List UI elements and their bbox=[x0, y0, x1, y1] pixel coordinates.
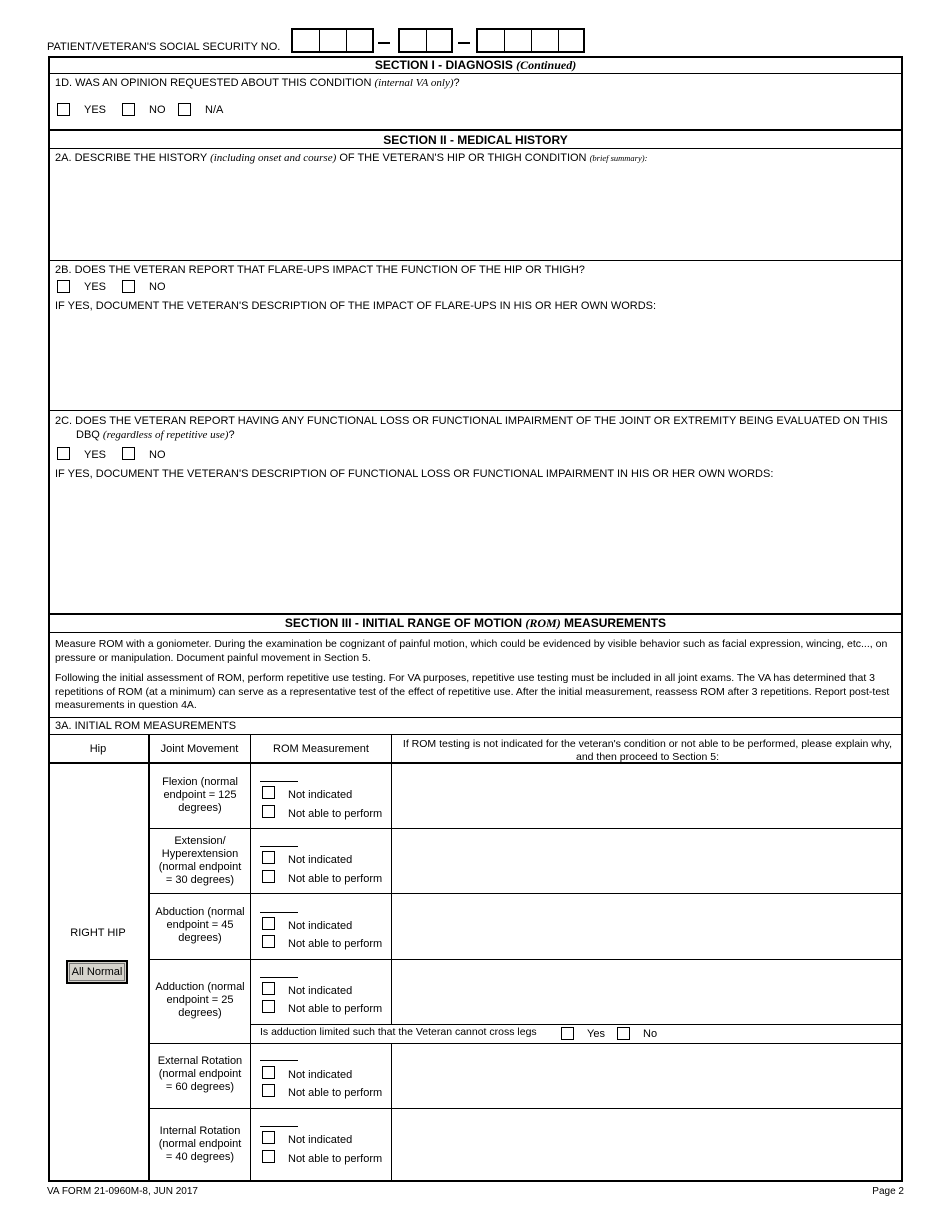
col-header-joint-movement: Joint Movement bbox=[160, 743, 239, 755]
q1d-yes-label: YES bbox=[84, 104, 107, 116]
ssn-part1-field[interactable] bbox=[291, 28, 374, 53]
external-rotation-not-indicated-checkbox[interactable] bbox=[262, 1066, 275, 1079]
cross-legs-yes-checkbox[interactable] bbox=[561, 1027, 574, 1040]
external-rotation-not-indicated-label: Not indicated bbox=[288, 1069, 353, 1081]
q2b-followup: IF YES, DOCUMENT THE VETERAN'S DESCRIPTION OF THE IMPACT OF FLARE-UPS IN HIS OR HER OWN WORDS: bbox=[55, 300, 657, 312]
adduction-not-able-label: Not able to perform bbox=[288, 1003, 383, 1015]
form-id: VA FORM 21-0960M-8, JUN 2017 bbox=[47, 1186, 198, 1197]
extension-not-indicated-label: Not indicated bbox=[288, 854, 353, 866]
rom-instructions-para1: Measure ROM with a goniometer. During the examination be cognizant of painful motion, which could be evidenced by visible behavior such as facial expression, wincing, etc..., on pressure or manipulation. Document painful movement in Section 5. bbox=[55, 638, 888, 664]
q1d-yes-checkbox[interactable] bbox=[57, 103, 70, 116]
q2c-no-label: NO bbox=[149, 449, 166, 461]
external-rotation-not-able-checkbox[interactable] bbox=[262, 1084, 275, 1097]
col-header-hip: Hip bbox=[89, 743, 107, 755]
ssn-label: PATIENT/VETERAN'S SOCIAL SECURITY NO. bbox=[47, 41, 281, 53]
q3a-label: 3A. INITIAL ROM MEASUREMENTS bbox=[55, 720, 237, 732]
internal-rotation-not-able-checkbox[interactable] bbox=[262, 1150, 275, 1163]
q1d-na-checkbox[interactable] bbox=[178, 103, 191, 116]
flexion-not-able-label: Not able to perform bbox=[288, 808, 383, 820]
flexion-explain-field[interactable] bbox=[393, 764, 901, 827]
q2b-yes-checkbox[interactable] bbox=[57, 280, 70, 293]
q1d-na-label: N/A bbox=[205, 104, 224, 116]
section2-title: SECTION II - MEDICAL HISTORY bbox=[383, 133, 568, 147]
internal-rotation-not-indicated-checkbox[interactable] bbox=[262, 1131, 275, 1144]
cross-legs-no-label: No bbox=[643, 1028, 658, 1040]
all-normal-button[interactable]: All Normal bbox=[66, 960, 128, 984]
col-header-explain: If ROM testing is not indicated for the veteran's condition or not able to be performed, please explain why, and then proceed to Section 5: bbox=[402, 738, 893, 763]
flexion-not-able-checkbox[interactable] bbox=[262, 805, 275, 818]
q2b-no-checkbox[interactable] bbox=[122, 280, 135, 293]
cross-legs-yes-label: Yes bbox=[587, 1028, 605, 1040]
q2b-answer-field[interactable] bbox=[55, 315, 895, 407]
col-header-rom-measurement: ROM Measurement bbox=[273, 743, 369, 755]
ssn-part2-field[interactable] bbox=[398, 28, 453, 53]
abduction-explain-field[interactable] bbox=[393, 895, 901, 958]
flexion-not-indicated-label: Not indicated bbox=[288, 789, 353, 801]
q2a-answer-field[interactable] bbox=[55, 166, 895, 258]
ssn-part3-field[interactable] bbox=[476, 28, 585, 53]
section3-title: SECTION III - INITIAL RANGE OF MOTION (ROM) MEASUREMENTS bbox=[284, 616, 667, 630]
q1d-no-label: NO bbox=[149, 104, 166, 116]
internal-rotation-not-indicated-label: Not indicated bbox=[288, 1134, 353, 1146]
adduction-not-indicated-checkbox[interactable] bbox=[262, 982, 275, 995]
abduction-not-able-label: Not able to perform bbox=[288, 938, 383, 950]
extension-explain-field[interactable] bbox=[393, 830, 901, 892]
abduction-not-indicated-label: Not indicated bbox=[288, 920, 353, 932]
rom-extension-input[interactable] bbox=[260, 846, 298, 847]
internal-rotation-explain-field[interactable] bbox=[393, 1110, 901, 1180]
movement-internal-rotation: Internal Rotation (normal endpoint = 40 degrees) bbox=[158, 1125, 242, 1163]
rom-internal-rotation-input[interactable] bbox=[260, 1126, 298, 1127]
q2c-followup: IF YES, DOCUMENT THE VETERAN'S DESCRIPTION OF FUNCTIONAL LOSS OR FUNCTIONAL IMPAIRMENT IN HIS OR HER OWN WORDS: bbox=[55, 468, 774, 480]
ssn-dash bbox=[458, 42, 470, 44]
rom-flexion-input[interactable] bbox=[260, 781, 298, 782]
adduction-explain-field[interactable] bbox=[393, 961, 901, 1023]
movement-extension: Extension/ Hyperextension (normal endpoint = 30 degrees) bbox=[158, 835, 242, 886]
extension-not-able-label: Not able to perform bbox=[288, 873, 383, 885]
q2c-yes-label: YES bbox=[84, 449, 107, 461]
extension-not-indicated-checkbox[interactable] bbox=[262, 851, 275, 864]
q2a-question: 2A. DESCRIBE THE HISTORY (including onset and course) OF THE VETERAN'S HIP OR THIGH CONDITION (brief summary): bbox=[55, 152, 648, 164]
movement-adduction: Adduction (normal endpoint = 25 degrees) bbox=[155, 981, 245, 1019]
movement-flexion: Flexion (normal endpoint = 125 degrees) bbox=[162, 776, 238, 814]
rom-instructions-para2: Following the initial assessment of ROM, perform repetitive use testing. For VA purposes, repetitive use testing must be included in all joint exams. The VA has determined that 3 repetitions of ROM (at a minimum) can serve as a representative test of the effect of repetitive use. After the initial measurement, reassess ROM after 3 repetitions. Report post-test measurements in question 4A. bbox=[55, 672, 890, 711]
q2c-answer-field[interactable] bbox=[55, 484, 895, 610]
rom-adduction-input[interactable] bbox=[260, 977, 298, 978]
cross-legs-no-checkbox[interactable] bbox=[617, 1027, 630, 1040]
q1d-question: 1D. WAS AN OPINION REQUESTED ABOUT THIS CONDITION (internal VA only)? bbox=[55, 77, 460, 89]
q2c-yes-checkbox[interactable] bbox=[57, 447, 70, 460]
q2c-no-checkbox[interactable] bbox=[122, 447, 135, 460]
flexion-not-indicated-checkbox[interactable] bbox=[262, 786, 275, 799]
extension-not-able-checkbox[interactable] bbox=[262, 870, 275, 883]
external-rotation-explain-field[interactable] bbox=[393, 1045, 901, 1107]
abduction-not-indicated-checkbox[interactable] bbox=[262, 917, 275, 930]
q2b-yes-label: YES bbox=[84, 281, 107, 293]
adduction-not-able-checkbox[interactable] bbox=[262, 1000, 275, 1013]
q2b-no-label: NO bbox=[149, 281, 166, 293]
page-number: Page 2 bbox=[872, 1186, 904, 1197]
q1d-no-checkbox[interactable] bbox=[122, 103, 135, 116]
abduction-not-able-checkbox[interactable] bbox=[262, 935, 275, 948]
adduction-cross-legs-question: Is adduction limited such that the Veteran cannot cross legs bbox=[260, 1026, 537, 1038]
right-hip-label: RIGHT HIP bbox=[70, 927, 126, 939]
section1-title: SECTION I - DIAGNOSIS (Continued) bbox=[374, 58, 577, 72]
internal-rotation-not-able-label: Not able to perform bbox=[288, 1153, 383, 1165]
rom-abduction-input[interactable] bbox=[260, 912, 298, 913]
external-rotation-not-able-label: Not able to perform bbox=[288, 1087, 383, 1099]
movement-abduction: Abduction (normal endpoint = 45 degrees) bbox=[155, 906, 245, 944]
rom-external-rotation-input[interactable] bbox=[260, 1060, 298, 1061]
q2b-question: 2B. DOES THE VETERAN REPORT THAT FLARE-UPS IMPACT THE FUNCTION OF THE HIP OR THIGH? bbox=[55, 264, 585, 276]
ssn-dash bbox=[378, 42, 390, 44]
adduction-not-indicated-label: Not indicated bbox=[288, 985, 353, 997]
q2c-question-line1: 2C. DOES THE VETERAN REPORT HAVING ANY FUNCTIONAL LOSS OR FUNCTIONAL IMPAIRMENT OF THE JOINT OR EXTREMITY BEING EVALUATED ON THIS bbox=[55, 415, 888, 427]
q2c-question-line2: DBQ (regardless of repetitive use)? bbox=[76, 429, 235, 441]
movement-external-rotation: External Rotation (normal endpoint = 60 degrees) bbox=[157, 1055, 243, 1093]
